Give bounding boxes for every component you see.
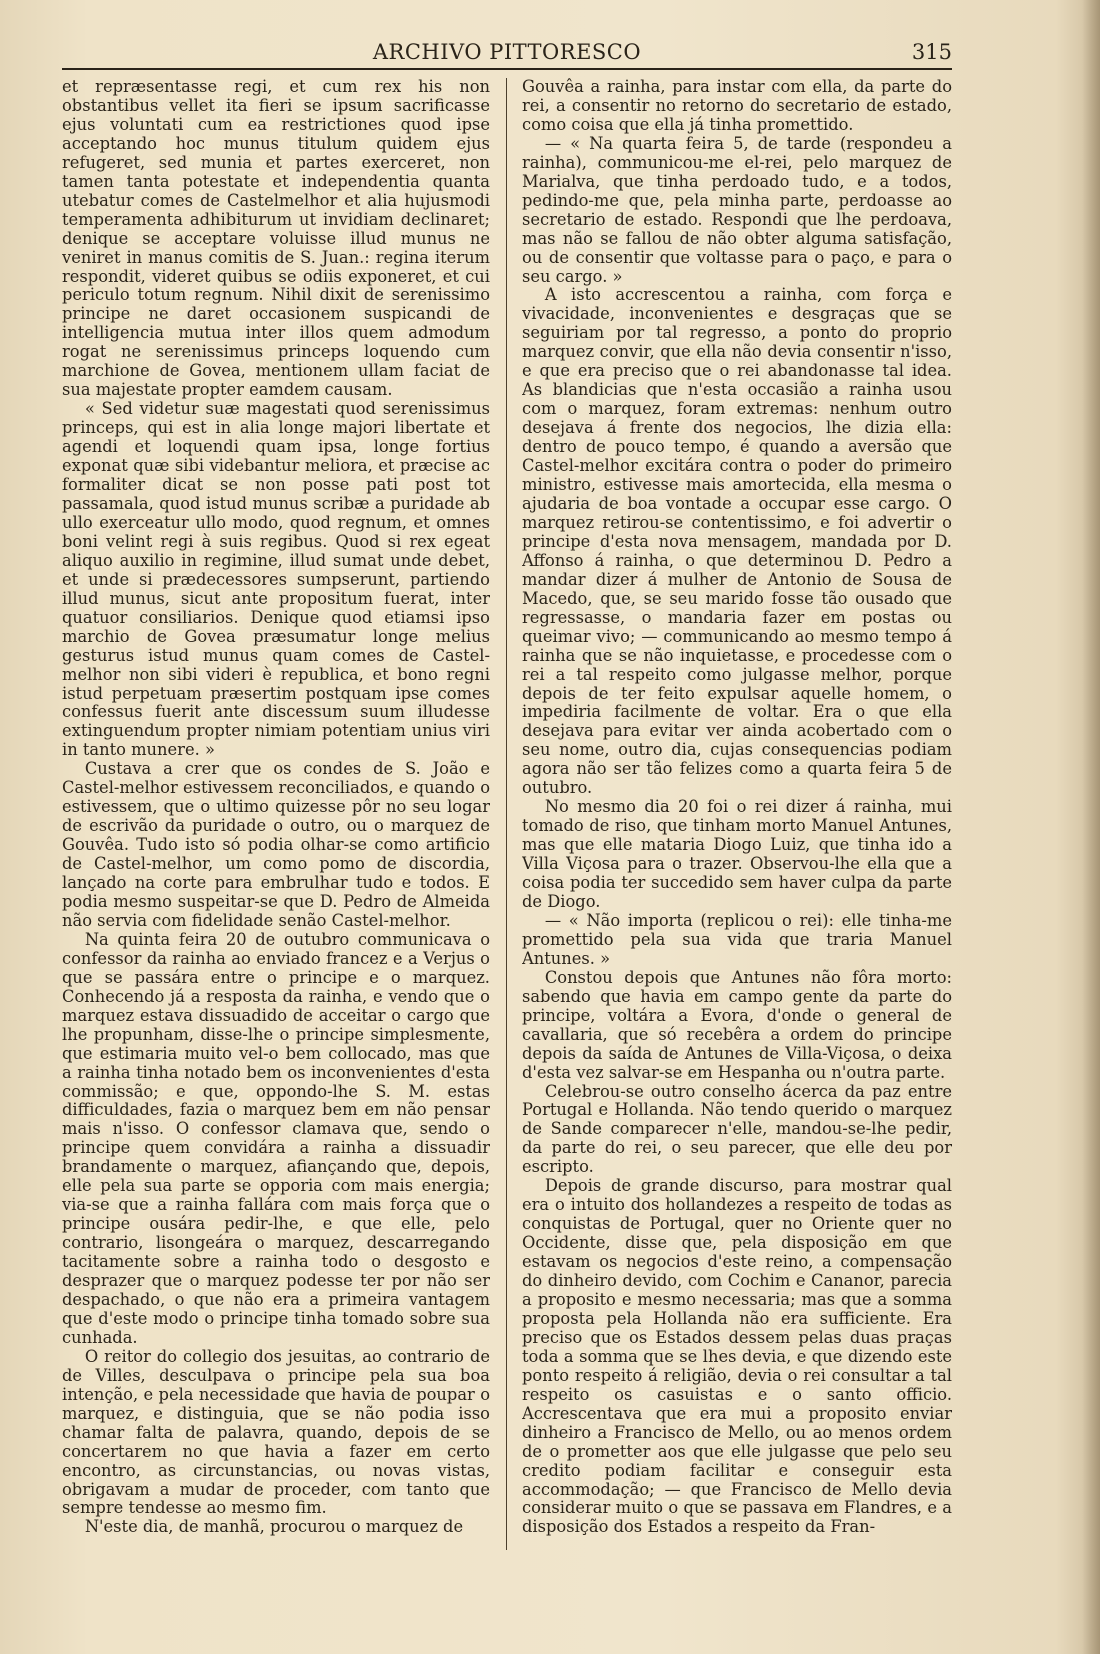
page-number: 315 (911, 40, 952, 64)
page-header (62, 38, 952, 70)
header-rule (62, 68, 952, 70)
paragraph: Depois de grande discurso, para mostrar qual era o intuito dos hollandezes a respeito de todas as conquistas de Portugal, quer no Oriente quer no Occidente, disse que, pela disposição em que estavam os negocios d'este reino, a compensação do dinheiro devido, com Cochim e Cananor, parecia a proposito e mesmo necessaria; mas que a somma proposta pela Hollanda não era sufficiente. Era preciso que os Estados dessem pelas duas praças toda a somma que se lhes devia, e que dizendo este ponto respeito á religião, devia o rei consultar a tal respeito os casuistas e o santo officio. Accrescentava que era mui a proposito enviar dinheiro a Francisco de Mello, ou ao menos ordem de o prometter aos que elle julgasse que pelo seu credito podiam facilitar e conseguir esta accommodação; — que Francisco de Mello devia considerar muito o que se passava em Flandres, e a disposição dos Estados a respeito da Fran- (522, 1176, 952, 1537)
paragraph: Celebrou-se outro conselho ácerca da paz entre Portugal e Hollanda. Não tendo querido o marquez de Sande comparecer n'elle, mandou-se-lhe pedir, da parte do rei, o seu parecer, que elle deu por escripto. (522, 1081, 952, 1177)
paragraph: O reitor do collegio dos jesuitas, ao contrario de de Villes, desculpava o principe pela sua boa intenção, e pela necessidade que havia de poupar o marquez, e distinguia, que se não podia isso chamar falta de palavra, quando, depois de se concertarem no que havia a fazer em certo encontro, as circunstancias, ou novas vistas, obrigavam a mudar de proceder, com tanto que sempre tendesse ao mesmo fim. (62, 1346, 490, 1518)
paragraph: Constou depois que Antunes não fôra morto: sabendo que havia em campo gente da parte do principe, voltára a Evora, d'onde o general de cavallaria, que só recebêra a ordem do principe depois da saída de Antunes de Villa-Viçosa, o deixa d'esta vez salvar-se em Hespanha ou n'outra parte. (522, 967, 952, 1082)
right-column (522, 78, 952, 1558)
paragraph: Custava a crer que os condes de S. João e Castel-melhor estivessem reconciliados, e quando o estivessem, que o ultimo quizesse pôr no seu logar de escrivão da puridade o outro, ou o marquez de Gouvêa. Tudo isto só podia olhar-se como artificio de Castel-melhor, um como pomo de discordia, lançado na corte para embrulhar tudo e todos. E podia mesmo suspeitar-se que D. Pedro de Almeida não servia com fidelidade senão Castel-melhor. (62, 759, 490, 930)
paragraph: et repræsentasse regi, et cum rex his non obstantibus vellet ita fieri se ipsum sacrificasse ejus voluntati cum ea restrictiones quod ipse acceptando hoc munus titulum quidem ejus refugeret, sed munia et partes exerceret, non tamen tanta potestate et independentia quanta utebatur comes de Castelmelhor et alia hujusmodi temperamenta adhibiturum ut invidiam declinaret; denique se acceptare voluisse illud munus ne veniret in manus comitis de S. Juan.: regina iterum respondit, videret quibus se odiis exponeret, et cui periculo totum regnum. Nihil dixit de serenissimo principe ne daret occasionem suspicandi de intelligencia mutua inter illos quem admodum rogat ne serenissimus princeps loquendo cum marchione de Govea, mentionem ullam faciat de sua majestate propter eamdem causam. (62, 78, 490, 400)
page-edge-shadow (1082, 0, 1100, 1654)
paragraph: « Sed videtur suæ magestati quod serenissimus princeps, qui est in alia longe majori libertate et agendi et loquendi quam ipsa, longe fortius exponat quæ sibi videbantur meliora, et præcise ac formaliter dicat se non posse pati post tot passamala, quod istud munus scribæ a puridade ab ullo exerceatur ullo modo, quod regnum, et omnes boni velint regi à suis regibus. Quod si rex egeat aliquo auxilio in regimine, illud sumat unde debet, et unde si prædecessores sumpserunt, partiendo illud munus, sicut ante propositum fuerat, inter quatuor consiliarios. Denique quod etiamsi ipso marchio de Govea præsumatur longe melius gesturus istud munus quam comes de Castel-melhor non sibi videri è republica, et bono regni istud perpetuam præsertim postquam ipse comes confessus fuerit ante discessum suum illudesse extinguendum propter nimiam potentiam unius viri in tanto munere. » (62, 399, 490, 760)
paragraph: Na quinta feira 20 de outubro communicava o confessor da rainha ao enviado francez e a Verjus o que se passára entre o principe e o marquez. Conhecendo já a resposta da rainha, e vendo que o marquez estava dissuadido de acceitar o cargo que lhe propunham, disse-lhe o principe simplesmente, que estimaria muito vel-o bem collocado, mas que a rainha tinha notado bem os inconvenientes d'esta commissão; e que, oppondo-lhe S. M. estas difficuldades, fazia o marquez bem em não pensar mais n'isso. O confessor clamava que, sendo o principe quem convidára a rainha a dissuadir brandamente o marquez, afiançando que, depois, elle pela sua parte se opporia com mais energia; via-se que a rainha fallára com mais força que o principe ousára pedir-lhe, e que elle, pelo contrario, lisongeára o marquez, descarregando tacitamente sobre a rainha todo o desgosto e desprazer que o marquez podesse ter por não ser despachado, o que não era a primeira vantagem que d'este modo o principe tinha tomado sobre sua cunhada. (62, 929, 490, 1347)
paragraph: Gouvêa a rainha, para instar com ella, da parte do rei, a consentir no retorno do secretario de estado, como coisa que ella já tinha promettido. (522, 78, 952, 134)
running-title: ARCHIVO PITTORESCO (372, 40, 642, 64)
paragraph: — « Na quarta feira 5, de tarde (respondeu a rainha), communicou-me el-rei, pelo marquez de Marialva, que tinha perdoado tudo, e a todos, pedindo-me que, pela minha parte, perdoasse ao secretario de estado. Respondi que lhe perdoava, mas não se fallou de não obter alguma satisfação, ou de consentir que voltasse para o paço, e para o seu cargo. » (522, 133, 952, 286)
paragraph: A isto accrescentou a rainha, com força e vivacidade, inconvenientes e desgraças que se seguiriam por tal regresso, a ponto do proprio marquez convir, que ella não devia consentir n'isso, e que era preciso que o rei abandonasse tal idea. As blandicias que n'esta occasião a rainha usou com o marquez, foram extremas: nenhum outro desejava á frente dos negocios, lhe dizia ella: dentro de pouco tempo, é quando a aversão que Castel-melhor excitára contra o poder do primeiro ministro, estivesse mais amortecida, ella mesma o ajudaria de boa vontade a occupar esse cargo. O marquez retirou-se contentissimo, e foi advertir o principe d'esta nova mensagem, mandada por D. Affonso á rainha, o que determinou D. Pedro a mandar dizer á mulher de Antonio de Sousa de Macedo, que, se seu marido fosse tão ousado que regressasse, o mandaria fazer em postas ou queimar vivo; — communicando ao mesmo tempo á rainha que se não inquietasse, e procedesse com o rei a tal respeito como julgasse melhor, porque depois de ter feito expulsar aquelle homem, o impediria facilmente de voltar. Era o que ella desejava para evitar ver ainda acobertado com o seu nome, outro dia, cujas consequencias podiam agora não ser tão felizes como a quarta feira 5 de outubro. (522, 285, 952, 798)
paragraph: No mesmo dia 20 foi o rei dizer á rainha, mui tomado de riso, que tinham morto Manuel Antunes, mas que elle mataria Diogo Luiz, que tinha ido a Villa Viçosa para o trazer. Observou-lhe ella que a coisa podia ter succedido sem haver culpa da parte de Diogo. (522, 797, 952, 911)
paragraph: N'este dia, de manhã, procurou o marquez de (84, 1517, 464, 1537)
paragraph: — « Não importa (replicou o rei): elle tinha-me promettido pela sua vida que traria Manuel Antunes. » (522, 910, 952, 968)
left-column (62, 78, 490, 1558)
column-divider (506, 78, 507, 1550)
